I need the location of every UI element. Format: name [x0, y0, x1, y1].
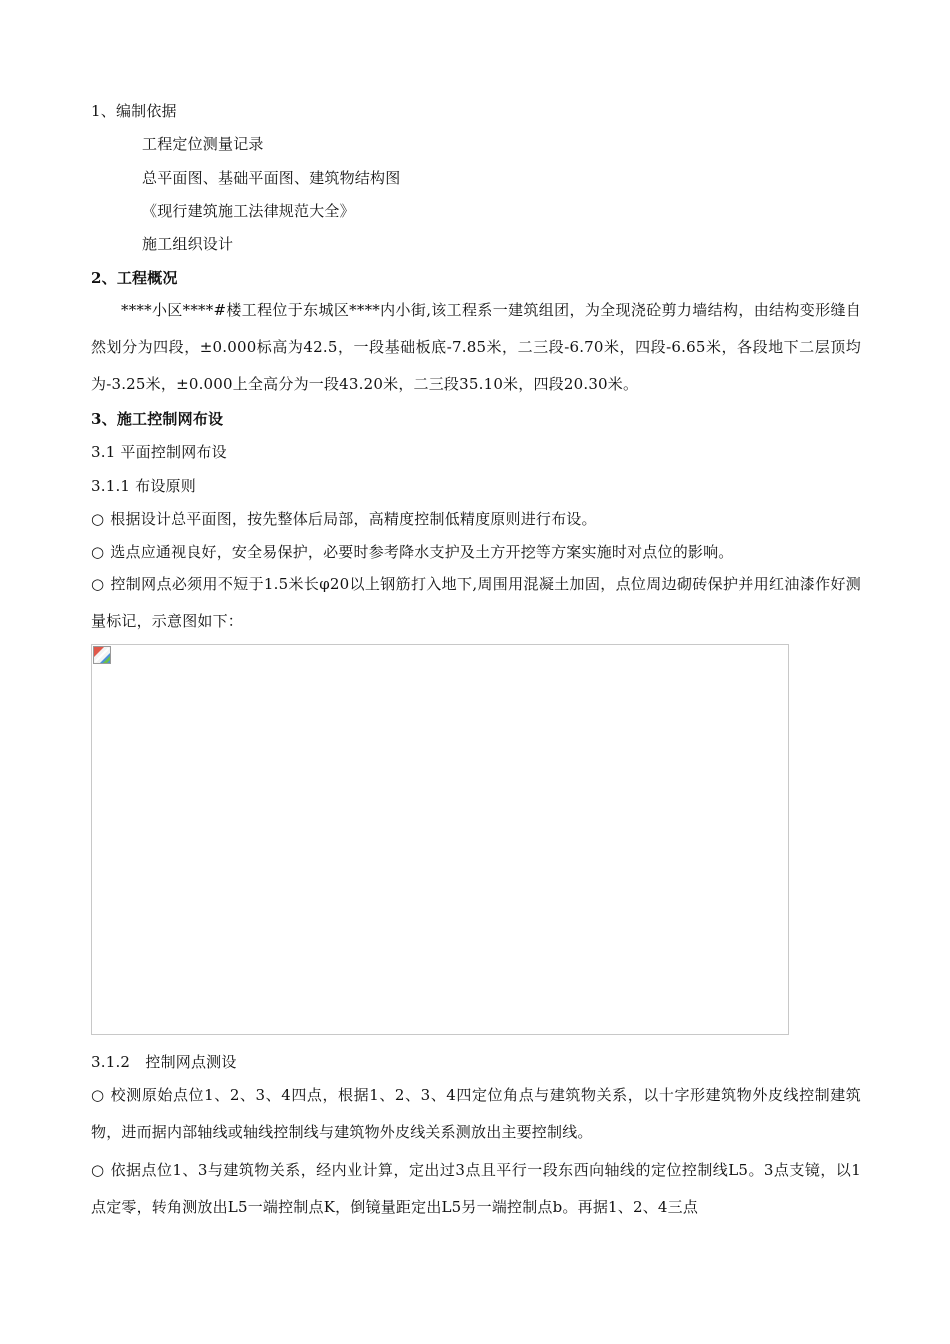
bullet-item — [91, 566, 861, 640]
bullet-item — [91, 1077, 861, 1151]
bullet-circle-icon: ○ — [91, 1161, 105, 1179]
bullet-item — [91, 542, 734, 562]
bullet-circle-icon: ○ — [91, 575, 105, 593]
bullet-text: 选点应通视良好，安全易保护，必要时参考降水支护及土方开挖等方案实施时对点位的影响。 — [110, 543, 734, 561]
section-2-heading: 2、工程概况 — [91, 269, 178, 287]
basis-item: 工程定位测量记录 — [142, 135, 264, 153]
bullet-text: 依据点位1、3与建筑物关系，经内业计算，定出过3点且平行一段东西向轴线的定位控制线L5。3点支镜，以1点定零，转角测放出L5一端控制点K，倒镜量距定出L5另一端控制点b。再据1、2、4三点 — [91, 1161, 861, 1216]
subsection-3-1-1-heading: 3.1.1 布设原则 — [91, 477, 196, 495]
bullet-text: 控制网点必须用不短于1.5米长φ20以上钢筋打入地下,周围用混凝土加固，点位周边砌砖保护并用红油漆作好测量标记，示意图如下： — [91, 575, 861, 630]
basis-item: 施工组织设计 — [142, 235, 234, 253]
basis-item: 《现行建筑施工法律规范大全》 — [142, 202, 355, 220]
bullet-text: 校测原始点位1、2、3、4四点，根据1、2、3、4四定位角点与建筑物关系，以十字形建筑物外皮线控制建筑物，进而据内部轴线或轴线控制线与建筑物外皮线关系测放出主要控制线。 — [91, 1086, 861, 1141]
section-3-heading: 3、施工控制网布设 — [91, 410, 224, 428]
subsection-3-1-2-heading: 3.1.2 控制网点测设 — [91, 1053, 237, 1071]
section-1-heading: 1、编制依据 — [91, 102, 177, 120]
bullet-circle-icon: ○ — [91, 1086, 105, 1104]
bullet-item — [91, 1152, 861, 1226]
basis-item: 总平面图、基础平面图、建筑物结构图 — [142, 169, 401, 187]
broken-image-icon — [93, 646, 111, 664]
bullet-item — [91, 509, 597, 529]
diagram-image-placeholder — [91, 644, 789, 1035]
subsection-3-1-heading: 3.1 平面控制网布设 — [91, 443, 227, 461]
bullet-circle-icon: ○ — [91, 510, 105, 528]
bullet-text: 根据设计总平面图，按先整体后局部，高精度控制低精度原则进行布设。 — [110, 510, 597, 528]
project-overview-paragraph: ****小区****#楼工程位于东城区****内小街,该工程系一建筑组团，为全现浇砼剪力墙结构，由结构变形缝自然划分为四段，±0.000标高为42.5，一段基础板底-7.85米，二三段-6.70米，四段-6.65米，各段地下二层顶均为-3.25米，±0.000上全高分为一段43.20米，二三段35.10米，四段20.30米。 — [91, 301, 861, 393]
bullet-circle-icon: ○ — [91, 543, 105, 561]
